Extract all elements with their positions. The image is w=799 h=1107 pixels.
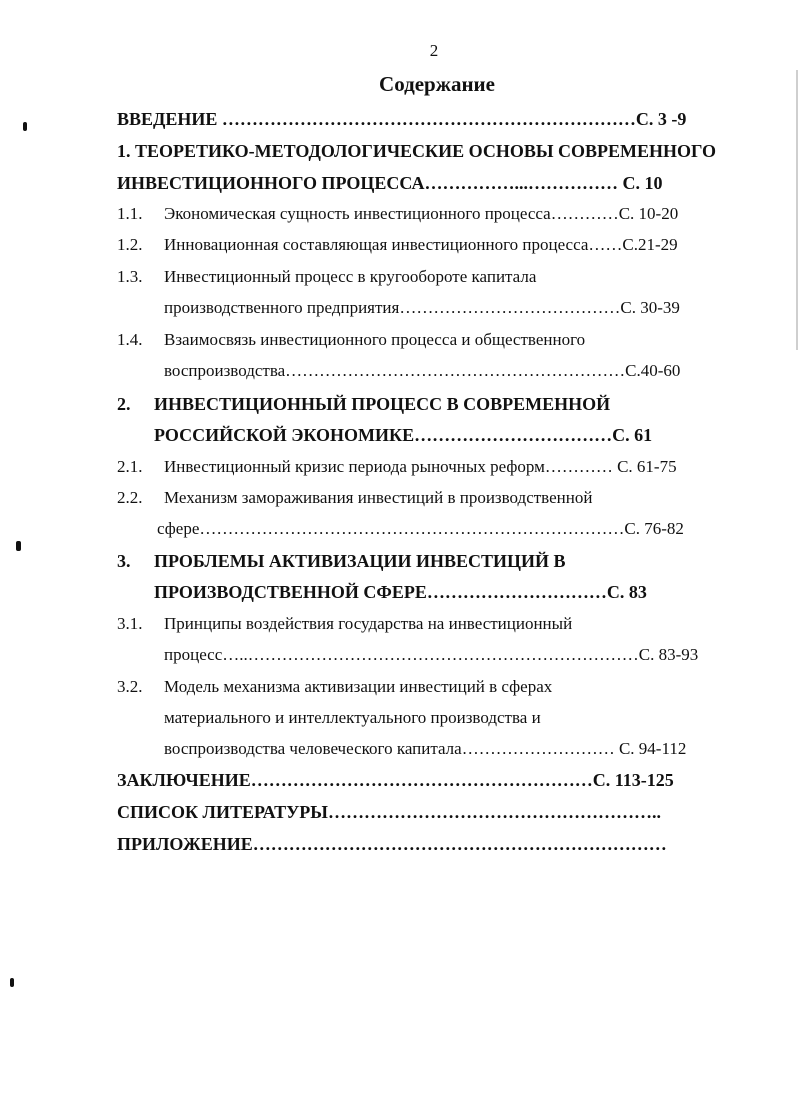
toc-section-number: 3.2.	[117, 677, 143, 696]
toc-section-number: 1.2.	[117, 235, 143, 254]
toc-section-3-1-line-1: Принципы воздействия государства на инвестиционный	[164, 614, 573, 633]
toc-section-number: 2.2.	[117, 488, 143, 507]
toc-section-2-1: Инвестиционный кризис периода рыночных реформ………… С. 61-75	[164, 457, 677, 476]
toc-entry-bibliography: СПИСОК ЛИТЕРАТУРЫ………………………………………………..	[117, 802, 661, 822]
toc-section-1-4-line-1: Взаимосвязь инвестиционного процесса и общественного	[164, 330, 586, 349]
toc-section-1-3-line-1: Инвестиционный процесс в кругообороте капитала	[164, 267, 537, 286]
toc-chapter-3-line-1: ПРОБЛЕМЫ АКТИВИЗАЦИИ ИНВЕСТИЦИЙ В	[154, 551, 566, 571]
toc-section-number: 1.3.	[117, 267, 143, 286]
toc-section-number: 3.1.	[117, 614, 143, 633]
toc-section-number: 1.1.	[117, 204, 143, 223]
toc-chapter-3-line-2: ПРОИЗВОДСТВЕННОЙ СФЕРЕ…………………………С. 83	[154, 582, 647, 602]
toc-chapter-1-line-1: 1. ТЕОРЕТИКО-МЕТОДОЛОГИЧЕСКИЕ ОСНОВЫ СОВРЕМЕННОГО	[117, 141, 717, 161]
toc-section-1-4-line-2: воспроизводства……………………………………………………С.40-60	[164, 361, 681, 380]
toc-section-number: 1.4.	[117, 330, 143, 349]
toc-entry-intro: ВВЕДЕНИЕ ……………………………………………………………С. 3 -9	[117, 109, 687, 129]
toc-chapter-2-line-1: ИНВЕСТИЦИОННЫЙ ПРОЦЕСС В СОВРЕМЕННОЙ	[154, 394, 611, 414]
toc-section-3-2-line-2: материального и интеллектуального производства и	[164, 708, 541, 727]
page-number: 2	[429, 41, 439, 60]
toc-title: Содержание	[379, 72, 495, 96]
toc-chapter-number: 2.	[117, 394, 131, 414]
toc-section-1-2: Инновационная составляющая инвестиционного процесса……С.21-29	[164, 235, 678, 254]
toc-section-3-2-line-3: воспроизводства человеческого капитала……………………… С. 94-112	[164, 739, 687, 758]
toc-section-number: 2.1.	[117, 457, 143, 476]
toc-section-2-2-line-1: Механизм замораживания инвестиций в производственной	[164, 488, 593, 507]
scan-edge-shadow	[796, 70, 798, 350]
scan-mark	[16, 541, 21, 551]
toc-chapter-1-line-2: ИНВЕСТИЦИОННОГО ПРОЦЕССА……………...…………… С. 10	[117, 173, 663, 193]
toc-section-1-3-line-2: производственного предприятия…………………………………С. 30-39	[164, 298, 680, 317]
toc-section-1-1: Экономическая сущность инвестиционного процесса…………С. 10-20	[164, 204, 679, 223]
scan-mark	[10, 978, 14, 987]
toc-section-2-2-line-2: сфере…………………………………………………………………С. 76-82	[157, 519, 684, 538]
toc-section-3-2-line-1: Модель механизма активизации инвестиций в сферах	[164, 677, 553, 696]
toc-chapter-2-line-2: РОССИЙСКОЙ ЭКОНОМИКЕ……………………………С. 61	[154, 425, 653, 445]
toc-section-3-1-line-2: процесс…..……………………………………………………………С. 83-93	[164, 645, 699, 664]
toc-entry-appendix: ПРИЛОЖЕНИЕ……………………………………………………………	[117, 834, 667, 854]
scan-mark	[23, 122, 27, 131]
toc-chapter-number: 3.	[117, 551, 131, 571]
toc-entry-conclusion: ЗАКЛЮЧЕНИЕ…………………………………………………С. 113-125	[117, 770, 674, 790]
